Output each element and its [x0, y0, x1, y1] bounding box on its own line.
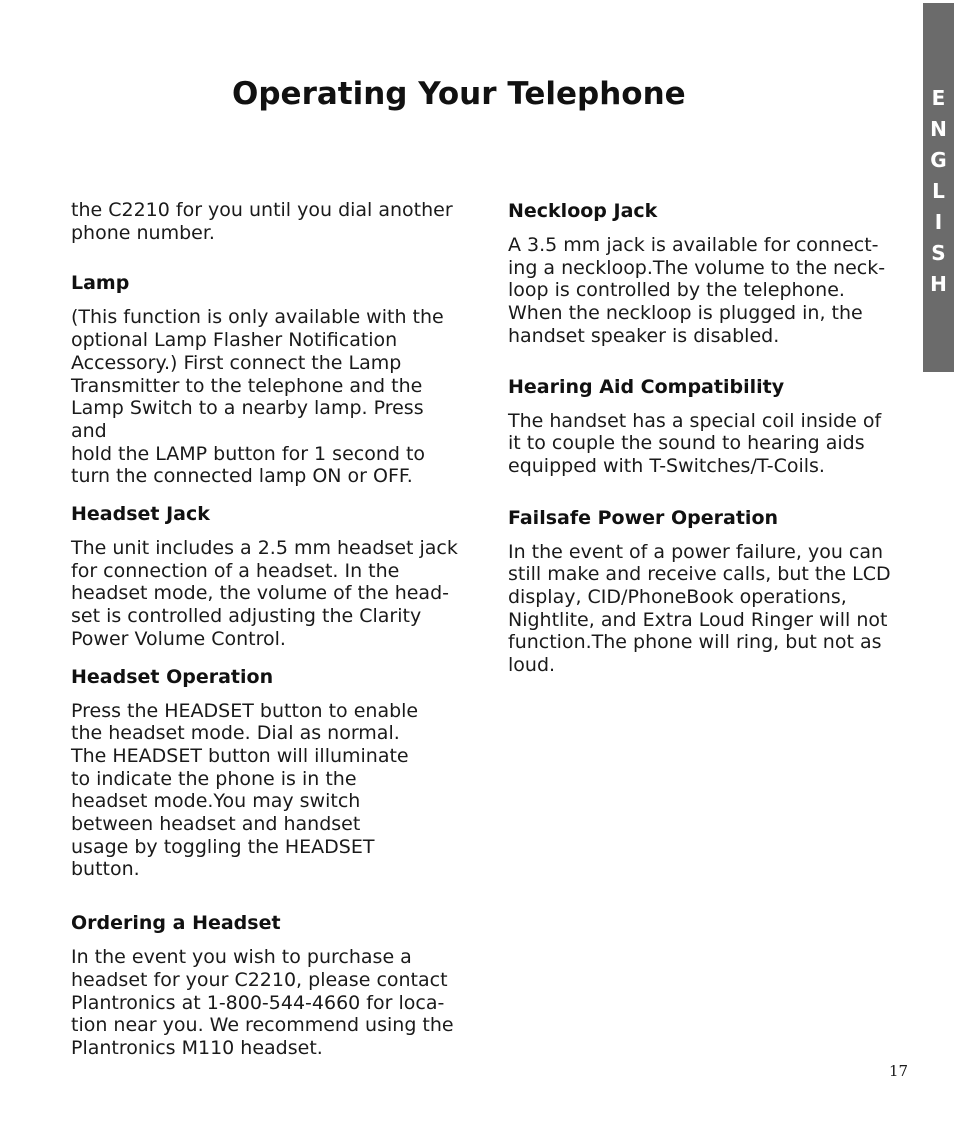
- section-body-lamp: (This function is only available with the optional Lamp Flasher Notification Accessory.) First connect the Lamp Transmitter to the telephone and the Lamp Switch to a nearby lamp. Press and hold the LAMP button for 1 second to turn the connected lamp ON or OFF.: [71, 306, 444, 488]
- intro-paragraph: the C2210 for you until you dial another phone number.: [71, 199, 453, 244]
- side-tab-letter: H: [930, 272, 947, 296]
- side-tab-letter: N: [930, 117, 947, 141]
- right-column: [508, 199, 898, 677]
- section-heading-failsafe-power: Failsafe Power Operation: [508, 506, 779, 529]
- section-body-headset-operation: Press the HEADSET button to enable the headset mode. Dial as normal. The HEADSET button will illuminate to indicate the phone is in the headset mode.You may switch between headset and handset usage by toggling the HEADSET button.: [71, 699, 419, 881]
- section-heading-headset-jack: Headset Jack: [71, 503, 210, 526]
- section-heading-neckloop-jack: Neckloop Jack: [508, 200, 658, 222]
- section-body-headset-jack: The unit includes a 2.5 mm headset jack for connection of a headset. In the headset mode, the volume of the head- set is controlled adjusting the Clarity Power Volume Control.: [71, 537, 458, 650]
- section-body-hearing-aid: The handset has a special coil inside of it to couple the sound to hearing aids equipped with T-Switches/T-Coils.: [508, 409, 882, 477]
- section-heading-hearing-aid: Hearing Aid Compatibility: [508, 375, 785, 398]
- side-tab-letter: L: [932, 179, 945, 203]
- section-heading-headset-operation: Headset Operation: [71, 665, 274, 688]
- section-body-failsafe-power: In the event of a power failure, you can still make and receive calls, but the LCD display, CID/PhoneBook operations, Nightlite, and Extra Loud Ringer will not function.The phone will ring, but not as loud.: [508, 540, 891, 677]
- side-tab-letter: E: [931, 86, 946, 110]
- language-side-tab: [923, 3, 954, 372]
- page-title: Operating Your Telephone: [232, 76, 686, 112]
- section-body-neckloop-jack: A 3.5 mm jack is available for connect- ing a neckloop.The volume to the neck- loop is controlled by the telephone. When the neckloop is plugged in, the handset speaker is disabled.: [508, 234, 886, 347]
- side-tab-letter: I: [934, 210, 943, 234]
- section-heading-ordering-headset: Ordering a Headset: [71, 912, 281, 935]
- section-heading-lamp: Lamp: [71, 272, 130, 295]
- section-body-ordering-headset: In the event you wish to purchase a headset for your C2210, please contact Plantronics at 1-800-544-4660 for loca- tion near you. We recommend using the Plantronics M110 headset.: [71, 946, 454, 1059]
- page-number: 17: [889, 1062, 909, 1080]
- left-column: [71, 199, 461, 1060]
- side-tab-letter: G: [930, 148, 947, 172]
- side-tab-letter: S: [931, 241, 946, 265]
